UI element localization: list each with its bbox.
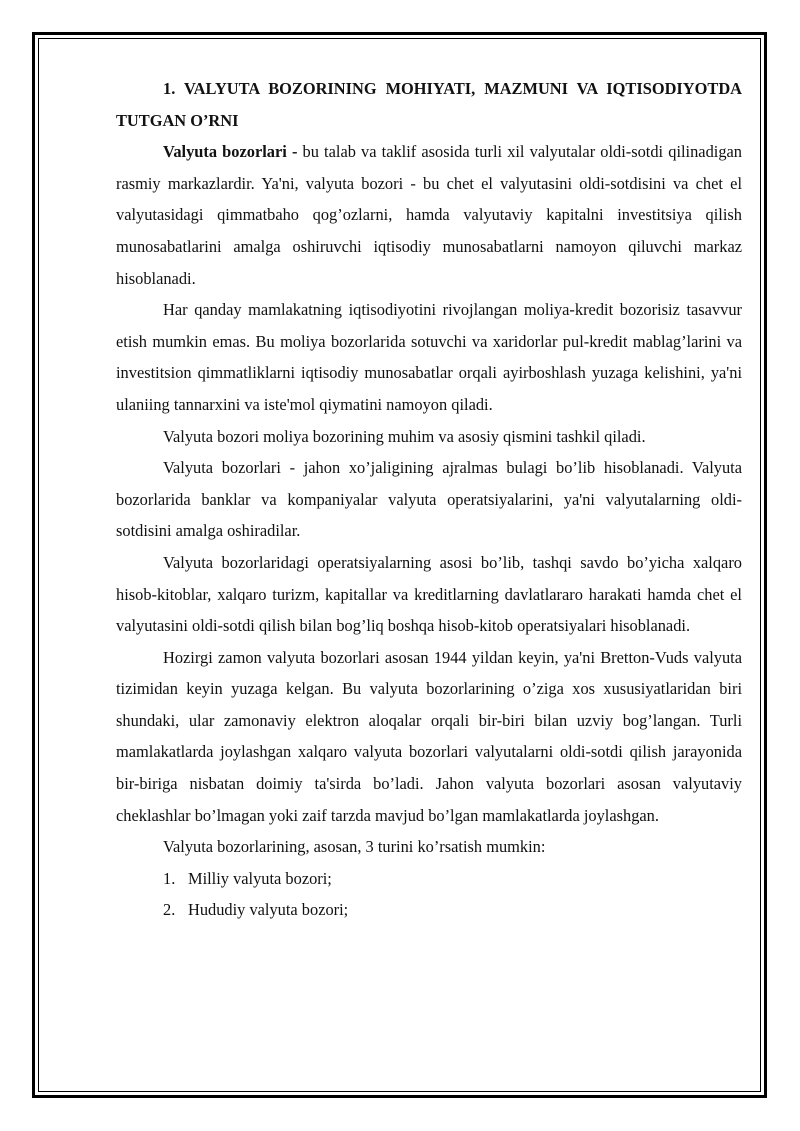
paragraph-lead-term: Valyuta bozorlari - — [163, 142, 298, 162]
paragraph: Valyuta bozorlari - jahon xo’jaligining ajralmas bulagi bo’lib hisoblanadi. Valyuta bozorlarida banklar va kompaniyalar valyuta operatsiyalarini, ya'ni valyutalarning oldi-sotdisini amalga oshiradilar. — [116, 458, 742, 541]
paragraph: Valyuta bozori moliya bozorining muhim va asosiy qismini tashkil qiladi. — [163, 426, 646, 446]
paragraph: Hozirgi zamon valyuta bozorlari asosan 1944 yildan keyin, ya'ni Bretton-Vuds valyuta tizimidan keyin yuzaga kelgan. Bu valyuta bozorlarining o’ziga xos xususiyatlaridan biri shundaki, ular zamonaviy elektron aloqalar orqali bir-biri bilan uzviy bog’langan. Turli mamlakatlarda joylashgan xalqaro valyuta bozorlari valyutalarni oldi-sotdi qilish jarayonida bir-biriga nisbatan doimiy ta'sirda bo’ladi. Jahon valyuta bozorlari asosan valyutaviy cheklashlar bo’lmagan yoki zaif tarzda mavjud bo’lgan mamlakatlarda joylashgan. — [116, 647, 742, 825]
list-item-text: Milliy valyuta bozori; — [188, 868, 332, 888]
paragraph: Valyuta bozorlaridagi operatsiyalarning asosi bo’lib, tashqi savdo bo’yicha xalqaro hisob-kitoblar, xalqaro turizm, kapitallar va kreditlarning davlatlararo harakati hamda chet el valyutasini oldi-sotdi qilish bilan bog’liq boshqa hisob-kitob operatsiyalari hisoblanadi. — [116, 552, 742, 636]
paragraph: Har qanday mamlakatning iqtisodiyotini rivojlangan moliya-kredit bozorisiz tasavvur etish mumkin emas. Bu moliya bozorlarida sotuvchi va xaridorlar pul-kredit mablag’larini va investitsion qimmatliklarni iqtisodiy munosabatlar orqali ayirboshlash yuzaga kelishini, ya'ni ulaniing tannarxini va iste'mol qiymatini namoyon qiladi. — [116, 300, 742, 414]
paragraph-text: bu talab va taklif asosida turli xil valyutalar oldi-sotdi qilinadigan rasmiy markazlardir. Ya'ni, valyuta bozori - bu chet el valyutasini oldi-sotdisini va chet el valyutasidagi qimmatbaho qog’ozlarni, hamda valyutaviy kapitalni investitsiya qilish munosabatlarini amalga oshiruvchi iqtisodiy munosabatlarni namoyon qiluvchi markaz hisoblanadi. — [116, 142, 742, 288]
paragraph: Valyuta bozorlarining, asosan, 3 turini ko’rsatish mumkin: — [163, 837, 546, 857]
list-item — [116, 894, 742, 926]
list-item-number: 1. — [163, 868, 176, 888]
market-types-list — [116, 863, 742, 926]
list-item — [116, 863, 742, 895]
list-item-text: Hududiy valyuta bozori; — [188, 900, 349, 920]
document-body — [116, 73, 742, 926]
section-heading: 1. VALYUTA BOZORINING MOHIYATI, MAZMUNI VA IQTISODIYOTDA TUTGAN O’RNI — [116, 79, 742, 130]
paragraph-definition — [116, 136, 742, 294]
list-item-number: 2. — [163, 900, 176, 920]
